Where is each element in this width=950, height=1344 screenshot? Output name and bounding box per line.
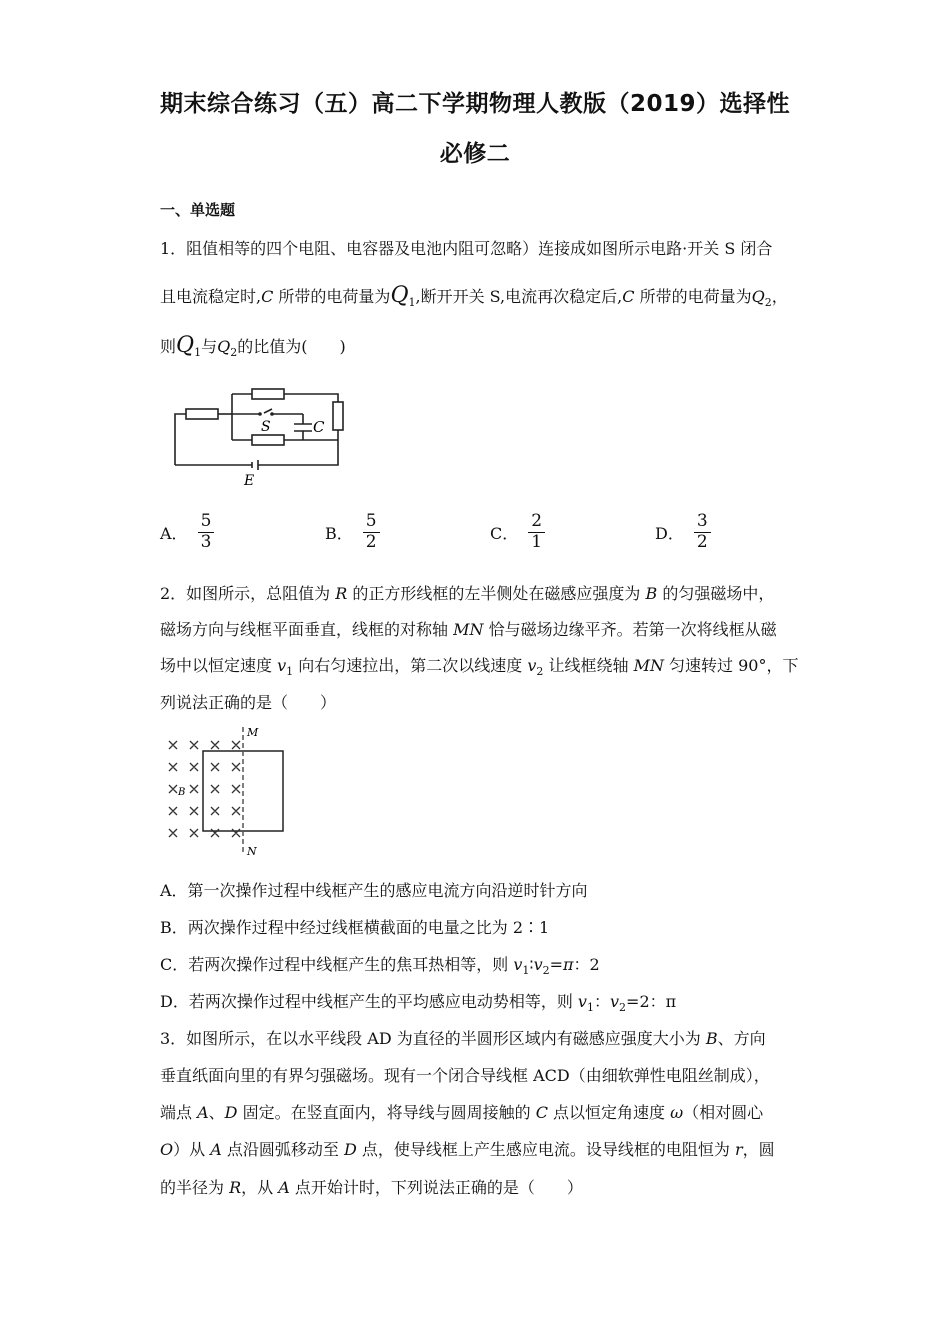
q3-text-line-2: 垂直纸面向里的有界匀强磁场。现有一个闭合导线框 ACD（由细软弹性电阻丝制成），: [160, 1066, 770, 1085]
q2-option-b[interactable]: B．两次操作过程中经过线框横截面的电量之比为 2∶1: [160, 918, 550, 937]
q3-text-line-5: 的半径为 R，从 A 点开始计时，下列说法正确的是（ ）: [160, 1178, 583, 1197]
q3-text-line-3: 端点 A、D 固定。在竖直面内，将导线与圆周接触的 C 点以恒定角速度 ω（相对圆心: [160, 1103, 764, 1122]
switch-label: S: [261, 419, 271, 435]
q3-text-line-4: O）从 A 点沿圆弧移动至 D 点，使导线框上产生感应电流。设导线框的电阻恒为 r，圆: [160, 1140, 775, 1159]
section-heading: 一、单选题: [160, 201, 236, 219]
q1-text-line-2: 且电流稳定时,C 所带的电荷量为$Q_1$,断开开关 S,电流再次稳定后,C 所带的电荷量为$Q_2$，: [160, 283, 788, 309]
q1-option-a[interactable]: A． $\frac{5}{3}$: [160, 512, 214, 552]
label-m: M: [247, 726, 259, 739]
q1-symbol: Q: [390, 283, 409, 308]
q1-option-c[interactable]: C． $\frac{2}{1}$: [490, 512, 545, 552]
label-b: B: [178, 787, 186, 798]
q1-option-b[interactable]: B． $\frac{5}{2}$: [325, 512, 380, 552]
switch-contact: [258, 412, 262, 416]
document-title-line-2: 必修二: [439, 141, 511, 167]
document-title-line-1: 期末综合练习（五）高二下学期物理人教版（2019）选择性: [159, 91, 790, 117]
q2-symbol: Q: [751, 287, 765, 306]
q2-text-line-1: 2．如图所示，总阻值为 R 的正方形线框的左半侧处在磁感应强度为 B 的匀强磁场中，: [160, 584, 775, 603]
battery-label: E: [244, 473, 255, 489]
q2-text-line-3: 场中以恒定速度 $v_1$ 向右匀速拉出，第二次以线速度 $v_2$ 让线框绕轴 MN 匀速转过 90°，下: [160, 656, 799, 678]
q3-text-line-1: 3．如图所示，在以水平线段 AD 为直径的半圆形区域内有磁感应强度大小为 B、方向: [160, 1029, 766, 1048]
q2-option-a[interactable]: A．第一次操作过程中线框产生的感应电流方向沿逆时针方向: [160, 881, 588, 900]
q1-circuit-diagram: [168, 385, 358, 490]
q2-option-d[interactable]: D．若两次操作过程中线框产生的平均感应电动势相等，则 $v_1$：$v_2=2$：π: [160, 992, 677, 1014]
q1-text-line-3: 则$Q_1$与$Q_2$的比值为( ): [160, 333, 346, 359]
q2-option-c[interactable]: C．若两次操作过程中线框产生的焦耳热相等，则 $v_1∶v_2=\pi$：2: [160, 955, 600, 977]
q2-text-line-4: 列说法正确的是（ ）: [160, 693, 337, 712]
q1-option-d[interactable]: D． $\frac{3}{2}$: [655, 512, 711, 552]
q2-text-line-2: 磁场方向与线框平面垂直，线框的对称轴 MN 恰与磁场边缘平齐。若第一次将线框从磁: [160, 620, 777, 639]
capacitor-label: C: [313, 418, 325, 436]
q2-magnetic-field-diagram: [163, 723, 293, 858]
label-n: N: [247, 845, 257, 858]
q1-text-line-1: 1．阻值相等的四个电阻、电容器及电池内阻可忽略）连接成如图所示电路·开关 S 闭合: [160, 239, 773, 258]
